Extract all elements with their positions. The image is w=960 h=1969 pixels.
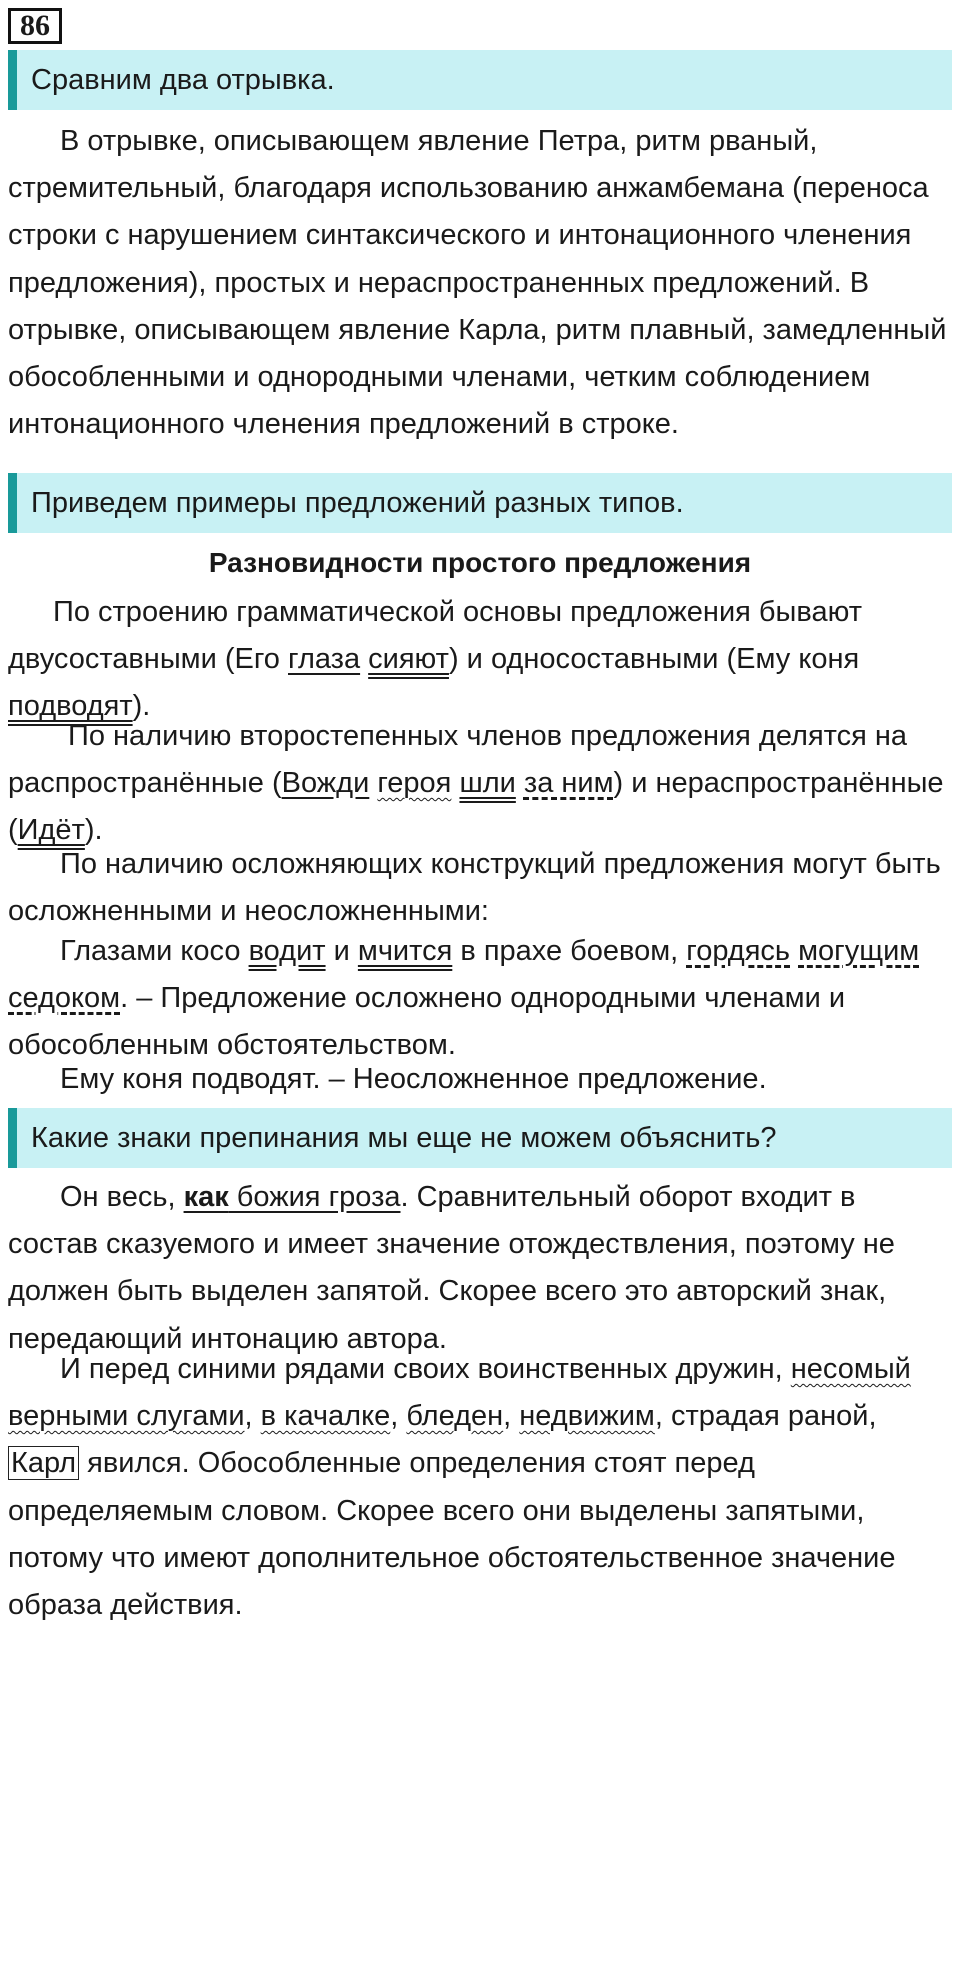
section-header-text: Сравним два отрывка. [31, 63, 335, 96]
text-fragment [516, 767, 524, 799]
text-fragment: Глазами косо [60, 935, 249, 967]
text-fragment: , [390, 1400, 407, 1433]
predicate-word: мчится [357, 935, 453, 967]
text-fragment: , [503, 1400, 520, 1433]
text-fragment: По наличию второстепенных членов предложения делятся на распространённые ( [8, 720, 908, 800]
subject-word: глаза [288, 643, 361, 676]
attribute-word: недвижим [519, 1400, 655, 1433]
predicate-word: сияют [368, 643, 449, 676]
text-fragment: И перед синими рядами своих воинственных дружин, [60, 1353, 791, 1385]
text-fragment: . Сравнительный оборот входит в состав сказуемого и имеет значение отождествления, поэтому не должен быть выделен запятой. Скорее всего это авторский знак, передающий интонацию автора. [8, 1181, 895, 1355]
adverbial-phrase: за ним [523, 767, 614, 800]
predicate-word: подводят [8, 690, 133, 723]
paragraph-grammar-basis [8, 589, 953, 731]
participle-phrase: могущим седоком [8, 935, 920, 1015]
section-header-punctuation [8, 1108, 952, 1168]
paragraph-detached-attributes [8, 1346, 953, 1629]
section-header-examples [8, 473, 952, 533]
attribute-word: героя [377, 767, 452, 800]
participle-phrase: гордясь [686, 935, 791, 967]
text-fragment: . – Предложение осложнено однородными членами и обособленным обстоятельством. [8, 982, 846, 1062]
text-fragment: , страдая раной, [654, 1400, 877, 1433]
task-number: 86 [8, 8, 62, 44]
text-fragment: Он весь, [60, 1181, 184, 1213]
subheading-simple-sentence-types: Разновидности простого предложения [208, 547, 752, 578]
predicate-word: водит [248, 935, 326, 967]
text-fragment: явился. Обособленные определения стоят перед определяемым словом. Скорее всего они выделены запятыми, потому что имеют дополнительное обстоятельственное значение образа действия. [8, 1447, 896, 1622]
section-header-text: Какие знаки препинания мы еще не можем объяснить? [31, 1121, 777, 1154]
paragraph-complicating-constructions: По наличию осложняющих конструкций предложения могут быть осложненными и неосложненными: [8, 848, 941, 928]
attribute-phrase: в качалке [260, 1400, 391, 1433]
paragraph-comparison-turn [8, 1174, 953, 1363]
text-fragment: По строению грамматической основы предложения бывают двусоставными (Его [8, 596, 862, 676]
boxed-word: Карл [8, 1446, 79, 1480]
predicate-word: шли [459, 767, 516, 800]
text-fragment: и [325, 935, 358, 967]
paragraph-complicated-example [8, 928, 953, 1070]
text-fragment [790, 935, 798, 967]
section-header-compare [8, 50, 952, 110]
paragraph-secondary-members [8, 713, 953, 855]
attribute-phrase: несомый верными слугами [8, 1353, 911, 1433]
comparison-paragraph: В отрывке, описывающем явление Петра, ритм рваный, стремительный, благодаря использованию анжамбемана (переноса строки с нарушением синтаксического и интонационного членения предложения), простых и нераспространенных предложений. В отрывке, описывающем явление Карла, ритм плавный, замедленный обособленными и однородными членами, четким соблюдением интонационного членения предложений в строке. [8, 125, 947, 441]
subject-word: Вожди [281, 767, 370, 800]
text-fragment: ) и односоставными (Ему коня [448, 643, 860, 676]
section-header-text: Приведем примеры предложений разных типов. [31, 486, 684, 519]
paragraph-simple-example: Ему коня подводят. – Неосложненное предложение. [60, 1063, 767, 1095]
text-fragment [360, 643, 368, 675]
comparison-phrase: божия гроза [228, 1181, 401, 1213]
text-fragment: , [244, 1400, 261, 1433]
conjunction-word: как [183, 1181, 229, 1213]
text-fragment: в прахе боевом, [452, 935, 687, 967]
attribute-word: бледен [406, 1400, 504, 1433]
predicate-word: Идёт [17, 814, 85, 847]
text-fragment: ) и нераспространённые ( [8, 767, 944, 847]
text-fragment: ). [84, 814, 103, 847]
text-fragment: ). [132, 690, 151, 723]
